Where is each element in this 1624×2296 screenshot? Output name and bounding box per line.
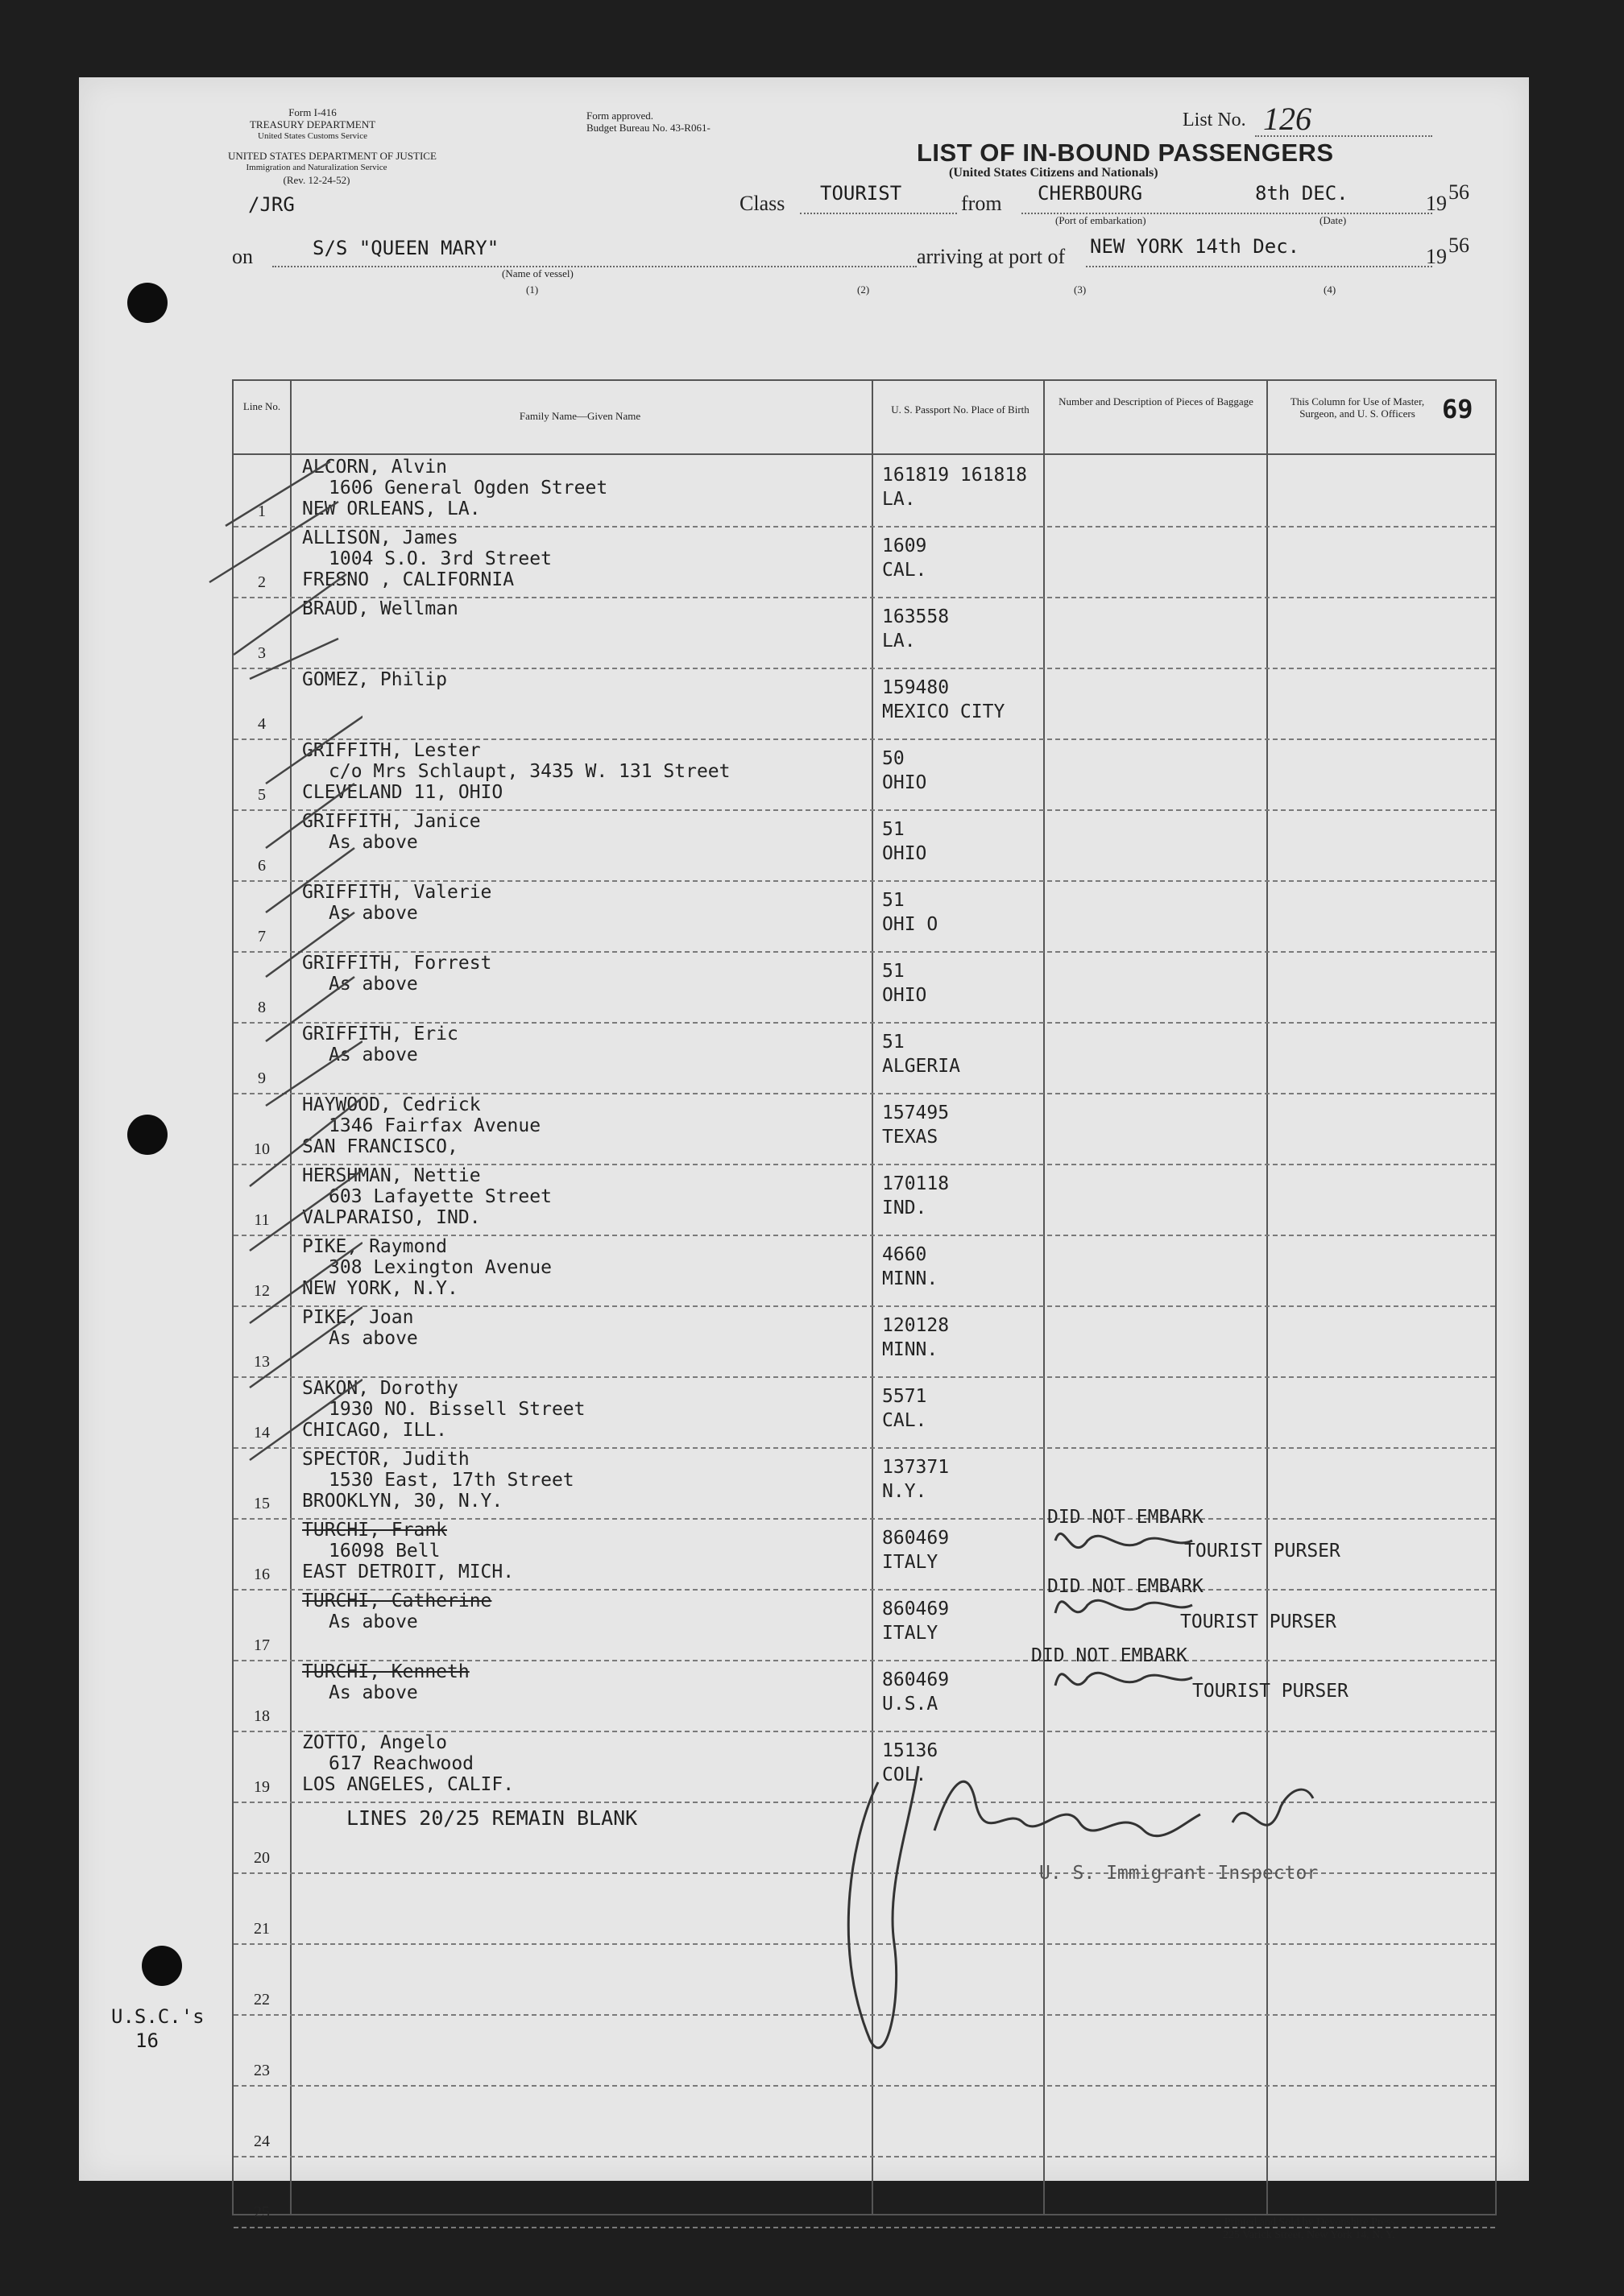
line-number: 9	[258, 1069, 266, 1087]
address-line-1: As above	[329, 1682, 418, 1703]
punch-hole-top	[127, 283, 168, 323]
table-row	[234, 1093, 1495, 1165]
passenger-name: PIKE, Raymond	[302, 1236, 448, 1257]
place-of-birth: ITALY	[882, 1623, 938, 1644]
table-row	[234, 1022, 1495, 1094]
from-value: CHERBOURG	[1038, 182, 1143, 205]
class-value: TOURIST	[820, 182, 902, 205]
inspector-label: U. S. Immigrant Inspector	[1039, 1863, 1319, 1884]
passenger-name: TURCHI, Frank	[302, 1520, 448, 1541]
passport-number: 51	[882, 819, 905, 840]
line-number: 11	[254, 1211, 270, 1229]
passport-number: 5571	[882, 1386, 927, 1407]
address-line-1: As above	[329, 903, 418, 924]
purser-17: TOURIST PURSER	[1180, 1611, 1336, 1632]
passport-number: 157495	[882, 1102, 950, 1123]
address-line-2: VALPARAISO, IND.	[302, 1207, 481, 1228]
inspector-signature	[781, 1734, 1345, 2088]
place-of-birth: CAL.	[882, 560, 927, 581]
place-of-birth: N.Y.	[882, 1481, 927, 1502]
port-caption: (Port of embarkation)	[1055, 214, 1146, 226]
passenger-name: GRIFFITH, Janice	[302, 811, 481, 832]
table-row	[234, 526, 1495, 598]
table-row	[234, 1235, 1495, 1307]
passenger-table	[232, 379, 1497, 2221]
address-line-1: 603 Lafayette Street	[329, 1186, 552, 1207]
line-number: 22	[254, 1991, 270, 2008]
printer-line-2: 225 Varick Street, New York 14, N. Y.	[1223, 2229, 1395, 2241]
blank-lines-note: LINES 20/25 REMAIN BLANK	[346, 1806, 638, 1830]
address-line-2: BROOKLYN, 30, N.Y.	[302, 1491, 503, 1512]
passenger-name: GRIFFITH, Forrest	[302, 953, 492, 974]
line-number: 1	[258, 503, 266, 520]
page-subtitle: (United States Citizens and Nationals)	[949, 166, 1158, 180]
line-number: 12	[254, 1282, 270, 1300]
class-underline	[800, 213, 957, 214]
passenger-name: HERSHMAN, Nettie	[302, 1165, 481, 1186]
table-row	[234, 1376, 1495, 1449]
printer-credit	[1223, 2216, 1395, 2242]
address-line-1: As above	[329, 832, 418, 853]
line-number: 10	[254, 1140, 270, 1158]
line-number: 17	[254, 1636, 270, 1654]
passenger-name: GRIFFITH, Lester	[302, 740, 481, 761]
passport-number: 51	[882, 961, 905, 982]
initials: /JRG	[248, 193, 295, 216]
passport-number: 51	[882, 1032, 905, 1053]
passport-number: 161819 161818	[882, 465, 1028, 486]
line-number: 7	[258, 928, 266, 945]
usc-number: 16	[135, 2029, 159, 2052]
year-prefix-1: 19	[1426, 192, 1447, 215]
col-caption-2: (2)	[857, 283, 870, 296]
passport-number: 50	[882, 748, 905, 769]
table-row	[234, 880, 1495, 953]
passport-number: 137371	[882, 1457, 950, 1478]
line-number: 14	[254, 1424, 270, 1442]
table-row	[234, 951, 1495, 1024]
passport-number: 120128	[882, 1315, 950, 1336]
arriving-label: arriving at port of	[917, 245, 1066, 268]
punch-hole-middle	[127, 1115, 168, 1155]
vessel-caption: (Name of vessel)	[502, 267, 574, 279]
place-of-birth: OHIO	[882, 985, 927, 1006]
passport-number: 1609	[882, 536, 927, 556]
form-number: Form I-416	[288, 106, 337, 118]
passenger-name: ZOTTO, Angelo	[302, 1732, 448, 1753]
purser-18: TOURIST PURSER	[1192, 1681, 1348, 1702]
year-1: 56	[1448, 180, 1469, 204]
passenger-name: TURCHI, Catherine	[302, 1591, 492, 1611]
form-header-justice	[228, 150, 437, 186]
line-number: 25	[254, 2203, 270, 2221]
did-not-embark-17: DID NOT EMBARK	[1047, 1576, 1204, 1597]
line-number: 6	[258, 857, 266, 875]
passport-number: 170118	[882, 1173, 950, 1194]
address-line-1: 1004 S.O. 3rd Street	[329, 548, 552, 569]
passport-number: 860469	[882, 1599, 950, 1620]
table-row	[234, 455, 1495, 527]
place-of-birth: LA.	[882, 631, 916, 652]
passenger-name: SPECTOR, Judith	[302, 1449, 470, 1470]
form-header-treasury	[240, 106, 385, 143]
address-line-1: 1346 Fairfax Avenue	[329, 1115, 541, 1136]
table-row	[234, 668, 1495, 740]
address-line-2: FRESNO , CALIFORNIA	[302, 569, 515, 590]
col-caption-1: (1)	[526, 283, 539, 296]
header-baggage: Number and Description of Pieces of Baggage	[1058, 395, 1253, 407]
list-no-label: List No.	[1183, 110, 1246, 130]
address-line-1: As above	[329, 1611, 418, 1632]
year-prefix-2: 19	[1426, 245, 1447, 268]
doj-label: UNITED STATES DEPARTMENT OF JUSTICE	[228, 150, 437, 162]
check-marks	[201, 413, 362, 1541]
table-row	[234, 1164, 1495, 1236]
address-line-2: SAN FRANCISCO,	[302, 1136, 458, 1157]
did-not-embark-16: DID NOT EMBARK	[1047, 1507, 1204, 1528]
header-name: Family Name—Given Name	[519, 410, 641, 422]
line-number: 24	[254, 2133, 270, 2150]
passenger-name: ALCORN, Alvin	[302, 457, 448, 478]
address-line-1: As above	[329, 974, 418, 995]
year-2: 56	[1448, 234, 1469, 257]
line-number: 20	[254, 1849, 270, 1867]
usc-label: U.S.C.'s	[111, 2005, 205, 2028]
punch-hole-bottom	[142, 1946, 182, 1986]
purser-signatures	[1047, 1516, 1224, 1710]
line-number: 15	[254, 1495, 270, 1512]
customs-service: United States Customs Service	[258, 131, 367, 141]
line-number: 19	[254, 1778, 270, 1796]
class-label: Class	[740, 192, 785, 215]
passenger-name: GOMEZ, Philip	[302, 669, 448, 690]
line-number: 21	[254, 1920, 270, 1938]
passport-number: 860469	[882, 1528, 950, 1549]
place-of-birth: MINN.	[882, 1268, 938, 1289]
col-caption-4: (4)	[1324, 283, 1336, 296]
sheet-number: 69	[1442, 394, 1473, 424]
place-of-birth: TEXAS	[882, 1127, 938, 1148]
place-of-birth: IND.	[882, 1198, 927, 1218]
header-officers: This Column for Use of Master, Surgeon, and U. S. Officers	[1290, 395, 1425, 420]
manifest-sheet	[79, 77, 1529, 2241]
address-line-1: As above	[329, 1328, 418, 1349]
date-caption: (Date)	[1320, 214, 1347, 226]
line-number: 13	[254, 1353, 270, 1371]
form-approval	[586, 110, 710, 134]
on-label: on	[232, 245, 253, 268]
address-line-1: 308 Lexington Avenue	[329, 1257, 552, 1278]
did-not-embark-18: DID NOT EMBARK	[1031, 1645, 1187, 1666]
line-number: 5	[258, 786, 266, 804]
place-of-birth: MINN.	[882, 1339, 938, 1360]
place-of-birth: OHI O	[882, 914, 938, 935]
vessel-name: S/S "QUEEN MARY"	[313, 237, 499, 259]
line-number: 18	[254, 1707, 270, 1725]
address-line-1: 16098 Bell	[329, 1541, 441, 1562]
address-line-2: NEW ORLEANS, LA.	[302, 499, 481, 519]
ins-label: Immigration and Naturalization Service	[246, 163, 387, 172]
printer-line-1: Printed and Sold by Devonshire Press	[1224, 2216, 1395, 2228]
header-passport: U. S. Passport No. Place of Birth	[891, 403, 1030, 416]
revision-label: (Rev. 12-24-52)	[283, 174, 350, 186]
place-of-birth: U.S.A	[882, 1694, 938, 1715]
address-line-1: 1606 General Ogden Street	[329, 478, 608, 499]
page-title: LIST OF IN-BOUND PASSENGERS	[917, 139, 1334, 167]
place-of-birth: OHIO	[882, 772, 927, 793]
address-line-1: 617 Reachwood	[329, 1753, 474, 1774]
place-of-birth: LA.	[882, 489, 916, 510]
passenger-name: BRAUD, Wellman	[302, 598, 458, 619]
arrival-underline	[1086, 266, 1432, 267]
place-of-birth: COL.	[882, 1764, 927, 1785]
table-row	[234, 1447, 1495, 1520]
passenger-name: PIKE, Joan	[302, 1307, 414, 1328]
address-line-2: LOS ANGELES, CALIF.	[302, 1774, 515, 1795]
table-row	[234, 809, 1495, 882]
passenger-name: GRIFFITH, Valerie	[302, 882, 492, 903]
table-header	[234, 381, 1495, 455]
place-of-birth: OHIO	[882, 843, 927, 864]
passenger-name: ALLISON, James	[302, 527, 458, 548]
line-number: 4	[258, 715, 266, 733]
place-of-birth: ALGERIA	[882, 1056, 960, 1077]
table-row	[234, 597, 1495, 669]
line-number: 3	[258, 644, 266, 662]
from-label: from	[961, 192, 1002, 215]
col-caption-3: (3)	[1074, 283, 1087, 296]
address-line-2: NEW YORK, N.Y.	[302, 1278, 458, 1299]
list-no-value: 126	[1263, 101, 1311, 137]
address-line-1: As above	[329, 1045, 418, 1065]
passport-number: 159480	[882, 677, 950, 698]
address-line-2: EAST DETROIT, MICH.	[302, 1562, 515, 1582]
passenger-name: SAKON, Dorothy	[302, 1378, 458, 1399]
table-row	[234, 2085, 1495, 2157]
address-line-1: c/o Mrs Schlaupt, 3435 W. 131 Street	[329, 761, 731, 782]
address-line-1: 1930 NO. Bissell Street	[329, 1399, 586, 1420]
address-line-2: CHICAGO, ILL.	[302, 1420, 448, 1441]
table-row	[234, 738, 1495, 811]
vessel-underline	[272, 266, 917, 267]
budget-bureau-label: Budget Bureau No. 43-R061-	[586, 122, 710, 134]
line-number: 16	[254, 1566, 270, 1583]
purser-16: TOURIST PURSER	[1184, 1541, 1340, 1562]
passport-number: 860469	[882, 1669, 950, 1690]
address-line-1: 1530 East, 17th Street	[329, 1470, 574, 1491]
passenger-name: TURCHI, Kenneth	[302, 1661, 470, 1682]
approved-label: Form approved.	[586, 110, 654, 122]
place-of-birth: MEXICO CITY	[882, 701, 1005, 722]
passport-number: 4660	[882, 1244, 927, 1265]
line-number: 23	[254, 2062, 270, 2079]
place-of-birth: ITALY	[882, 1552, 938, 1573]
table-row	[234, 1305, 1495, 1378]
place-of-birth: CAL.	[882, 1410, 927, 1431]
passport-number: 15136	[882, 1740, 938, 1761]
passenger-name: HAYWOOD, Cedrick	[302, 1094, 481, 1115]
address-line-2: CLEVELAND 11, OHIO	[302, 782, 503, 803]
line-number: 8	[258, 999, 266, 1016]
treasury-dept: TREASURY DEPARTMENT	[249, 118, 376, 130]
arrival-port: NEW YORK 14th Dec.	[1090, 235, 1300, 258]
header-line-no: Line No.	[242, 400, 281, 412]
list-no-underline	[1255, 135, 1432, 137]
embark-date: 8th DEC.	[1255, 182, 1348, 205]
passport-number: 163558	[882, 606, 950, 627]
line-number: 2	[258, 573, 266, 591]
passport-number: 51	[882, 890, 905, 911]
passenger-name: GRIFFITH, Eric	[302, 1024, 458, 1045]
